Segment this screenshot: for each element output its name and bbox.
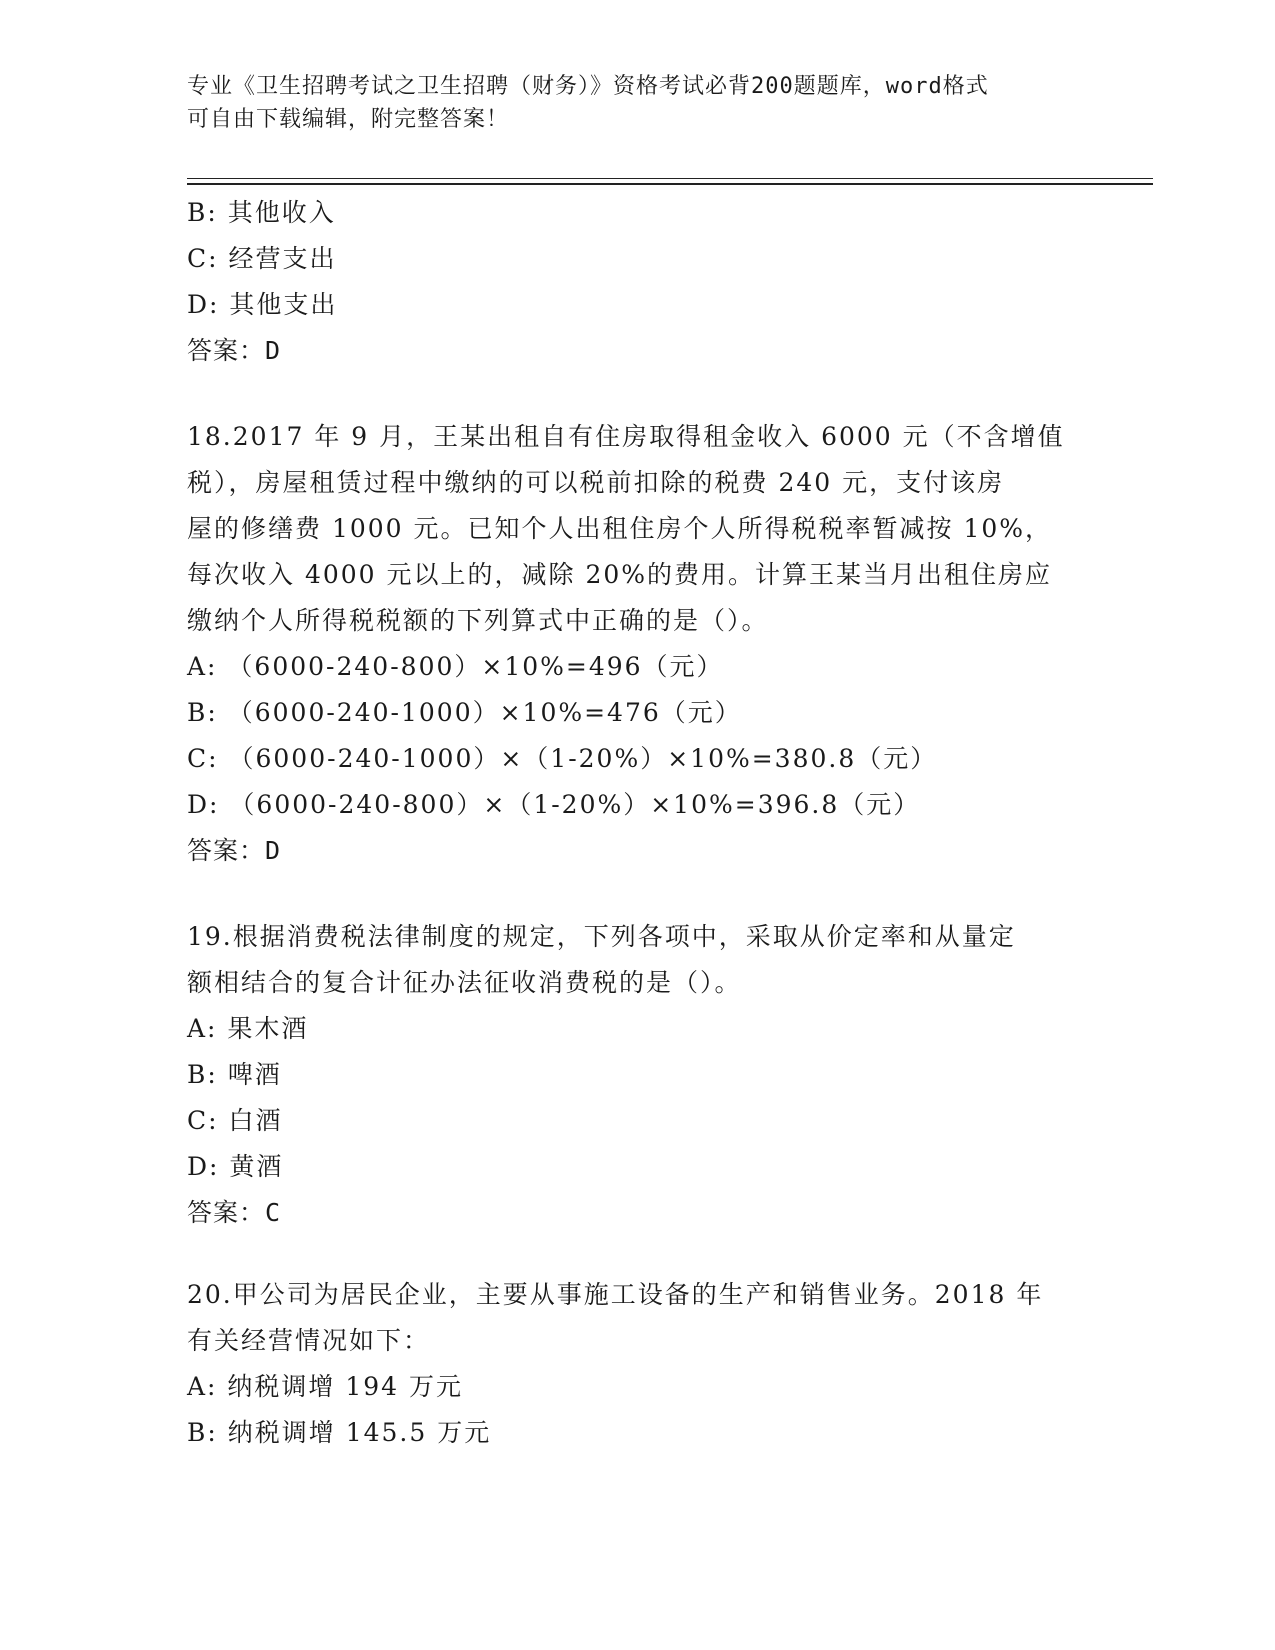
question-text-line: 20.甲公司为居民企业，主要从事施工设备的生产和销售业务。2018 年 bbox=[187, 1280, 1044, 1309]
option-b: B: 纳税调增 145.5 万元 bbox=[187, 1418, 492, 1447]
answer: 答案：D bbox=[187, 336, 282, 365]
option-a: A: 果木酒 bbox=[187, 1014, 309, 1043]
option-d: D: 其他支出 bbox=[187, 290, 338, 319]
header-line-2: 可自由下载编辑，附完整答案！ bbox=[187, 107, 510, 132]
question-text-line: 19.根据消费税法律制度的规定，下列各项中，采取从价定率和从量定 bbox=[187, 922, 1016, 951]
option-b: B: 其他收入 bbox=[187, 198, 336, 227]
question-text-line: 每次收入 4000 元以上的，减除 20%的费用。计算王某当月出租住房应 bbox=[187, 560, 1053, 589]
question-text-line: 有关经营情况如下： bbox=[187, 1326, 431, 1355]
question-text-line: 缴纳个人所得税税额的下列算式中正确的是（）。 bbox=[187, 606, 769, 635]
question-18 bbox=[187, 414, 1087, 874]
question-text-line: 额相结合的复合计征办法征收消费税的是（）。 bbox=[187, 968, 742, 997]
option-d: D: （6000-240-800）×（1-20%）×10%=396.8（元） bbox=[187, 790, 921, 819]
question-19 bbox=[187, 914, 1087, 1236]
answer: 答案：D bbox=[187, 836, 282, 865]
spacer bbox=[187, 874, 1087, 914]
option-b: B: （6000-240-1000）×10%=476（元） bbox=[187, 698, 742, 727]
option-c: C: 经营支出 bbox=[187, 244, 337, 273]
page-header bbox=[187, 70, 1077, 136]
option-c: C: 白酒 bbox=[187, 1106, 283, 1135]
spacer bbox=[187, 374, 1087, 414]
spacer bbox=[187, 1236, 1087, 1272]
option-d: D: 黄酒 bbox=[187, 1152, 284, 1181]
option-a: A: 纳税调增 194 万元 bbox=[187, 1372, 464, 1401]
header-divider-thin bbox=[187, 178, 1153, 179]
header-line-1: 专业《卫生招聘考试之卫生招聘（财务）》资格考试必背200题题库，word格式 bbox=[187, 74, 989, 99]
option-c: C: （6000-240-1000）×（1-20%）×10%=380.8（元） bbox=[187, 744, 938, 773]
answer: 答案：C bbox=[187, 1198, 282, 1227]
question-text-line: 税），房屋租赁过程中缴纳的可以税前扣除的税费 240 元，支付该房 bbox=[187, 468, 1005, 497]
question-20 bbox=[187, 1272, 1087, 1456]
question-text-line: 18.2017 年 9 月，王某出租自有住房取得租金收入 6000 元（不含增值 bbox=[187, 422, 1065, 451]
header-divider-thick bbox=[187, 183, 1153, 185]
question-content bbox=[187, 190, 1087, 1456]
option-a: A: （6000-240-800）×10%=496（元） bbox=[187, 652, 724, 681]
question-17-tail bbox=[187, 190, 1087, 374]
option-b: B: 啤酒 bbox=[187, 1060, 282, 1089]
question-text-line: 屋的修缮费 1000 元。已知个人出租住房个人所得税税率暂减按 10%， bbox=[187, 514, 1053, 543]
